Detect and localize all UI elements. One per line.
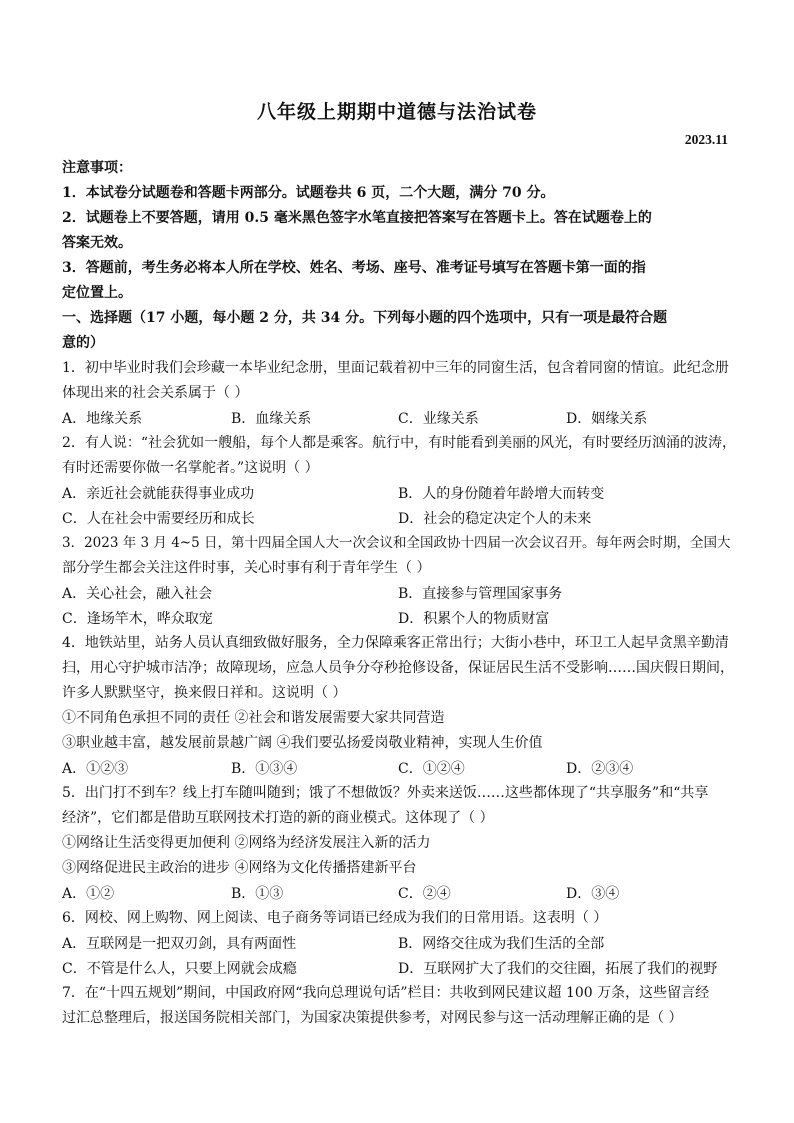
q2-option-a: A．亲近社会就能获得事业成功	[62, 486, 255, 502]
section-heading-line-2: 意的）	[62, 335, 104, 351]
q5-option-c: C．②④	[398, 886, 451, 902]
q1-option-a: A．地缘关系	[62, 411, 143, 427]
q3-option-c: C．逢场竿木，哗众取宠	[62, 611, 213, 627]
q5-statements-line-1: ①网络让生活变得更加便利 ②网络为经济发展注入新的活力	[62, 835, 431, 851]
q1-option-c: C．业缘关系	[398, 411, 479, 427]
q6-stem-line-1: 6．网校、网上购物、网上阅读、电子商务等词语已经成为我们的日常用语。这表明（ ）	[62, 910, 608, 926]
page-title: 八年级上期期中道德与法治试卷	[256, 101, 537, 123]
q7-stem-line-1: 7．在“十四五规划”期间，中国政府网“我向总理说句话”栏目：共收到网民建议超 100 万条，这些留言经	[62, 985, 710, 1001]
q4-statements-line-2: ③职业越丰富，越发展前景越广阔 ④我们要弘扬爱岗敬业精神，实现人生价值	[62, 735, 543, 751]
note-3-line-1: 3．答题前，考生务必将本人所在学校、姓名、考场、座号、准考证号填写在答题卡第一面的指	[62, 260, 646, 276]
q3-stem-line-1: 3．2023 年 3 月 4~5 日，第十四届全国人大一次会议和全国政协十四届一次会议召开。每年两会时期，全国大	[62, 535, 731, 551]
q4-option-c: C．①②④	[398, 761, 465, 777]
q5-stem-line-1: 5．出门打不到车？线上打车随叫随到；饿了不想做饭？外卖来送饭……这些都体现了“共享服务”和“共享	[62, 785, 709, 801]
q6-option-b: B．网络交往成为我们生活的全部	[398, 936, 605, 952]
q4-option-a: A．①②③	[62, 761, 129, 777]
section-heading-line-1: 一、选择题（17 小题，每小题 2 分，共 34 分。下列每小题的四个选项中，只有一项是最符合题	[62, 310, 668, 326]
q4-option-b: B．①③④	[231, 761, 298, 777]
q1-stem-line-1: 1．初中毕业时我们会珍藏一本毕业纪念册，里面记载着初中三年的同窗生活，包含着同窗的情谊。此纪念册	[62, 360, 729, 376]
q5-option-d: D．③④	[566, 886, 620, 902]
q2-stem-line-2: 有时还需要你做一名掌舵者。”这说明（ ）	[62, 460, 319, 476]
q4-statements-line-1: ①不同角色承担不同的责任 ②社会和谐发展需要大家共同营造	[62, 710, 445, 726]
q5-stem-line-2: 经济”，它们都是借助互联网技术打造的新的商业模式。这体现了（ ）	[62, 810, 494, 826]
note-2-line-2: 答案无效。	[62, 235, 132, 251]
q3-option-d: D．积累个人的物质财富	[398, 611, 550, 627]
q6-option-c: C．不管是什么人，只要上网就会成瘾	[62, 961, 297, 977]
q1-option-b: B．血缘关系	[231, 411, 312, 427]
notes-heading: 注意事项：	[62, 160, 132, 176]
q4-option-d: D．②③④	[566, 761, 634, 777]
q3-option-b: B．直接参与管理国家事务	[398, 586, 563, 602]
q2-option-c: C．人在社会中需要经历和成长	[62, 511, 255, 527]
exam-date: 2023.11	[684, 132, 728, 147]
q2-option-d: D．社会的稳定决定个人的未来	[398, 511, 592, 527]
q7-stem-line-2: 过汇总整理后，报送国务院相关部门，为国家决策提供参考，对网民参与这一活动理解正确的是（ ）	[62, 1010, 683, 1026]
q2-stem-line-1: 2．有人说：“社会犹如一艘船，每个人都是乘客。航行中，有时能看到美丽的风光，有时要经历汹涌的波涛，	[62, 435, 737, 451]
note-1: 1．本试卷分试题卷和答题卡两部分。试题卷共 6 页，二个大题，满分 70 分。	[62, 185, 555, 201]
q5-statements-line-2: ③网络促进民主政治的进步 ④网络为文化传播搭建新平台	[62, 860, 417, 876]
q4-stem-line-1: 4．地铁站里，站务人员认真细致做好服务，全力保障乘客正常出行；大街小巷中，环卫工人起早贪黑辛勤清	[62, 635, 729, 651]
q2-option-b: B．人的身份随着年龄增大而转变	[398, 486, 605, 502]
note-3-line-2: 定位置上。	[62, 285, 132, 301]
q5-option-b: B．①③	[231, 886, 284, 902]
q5-option-a: A．①②	[62, 886, 115, 902]
q4-stem-line-3: 许多人默默坚守，换来假日祥和。这说明（ ）	[62, 685, 347, 701]
note-2-line-1: 2．试题卷上不要答题，请用 0.5 毫米黑色签字水笔直接把答案写在答题卡上。答在试题卷上的	[62, 210, 652, 226]
q1-option-d: D．姻缘关系	[566, 411, 648, 427]
q3-stem-line-2: 部分学生都会关注这件时事，关心时事有利于青年学生（ ）	[62, 560, 431, 576]
q3-option-a: A．关心社会，融入社会	[62, 586, 213, 602]
q1-stem-line-2: 体现出来的社会关系属于（ ）	[62, 385, 249, 401]
q4-stem-line-2: 扫，用心守护城市洁净；故障现场，应急人员争分夺秒抢修设备，保证居民生活不受影响……国庆假日期间，	[62, 660, 734, 676]
q6-option-d: D．互联网扩大了我们的交往圈，拓展了我们的视野	[398, 961, 718, 977]
q6-option-a: A．互联网是一把双刃剑，具有两面性	[62, 936, 297, 952]
